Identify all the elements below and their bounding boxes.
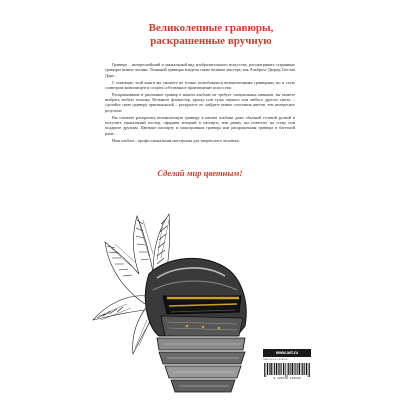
- slogan: Сделай мир цветным!: [157, 168, 243, 178]
- paragraph-2: С помощью этой книги вы сможете не только полюбоваться великолепными гравюрами, но и стать соавтором живописцев и создать собственное произведение искусства.: [105, 79, 295, 90]
- helmet-engraving-illustration: [87, 186, 257, 396]
- headline-line-1: Великолепные гравюры,: [148, 22, 274, 34]
- book-back-cover: [75, 0, 325, 400]
- paragraph-4: Вы сможете раскрасить великолепную гравюру в нашем альбоме даже обычной гелевой ручкой и получить уникальный постер, оформив который в паспарту или рамку, вы повесите на стену или подарите друзьям. Цветные паспарту и монохромная гравюра или раскрашенная гравюра в багетной раме...: [105, 114, 295, 136]
- headline: [121, 22, 301, 48]
- publisher-website: www.ast.ru: [263, 349, 311, 357]
- paragraph-3: Раскрашивание и рисование гравюр в нашем альбоме не требует специальных навыков, вы можете выбрать любую технику. Возьмите фломастер, краску или тушь черного или любого другого цвета, – сделайте свою гравюру оригинальной – раскрасьте ее, найдите новые сочетания цветов, тем интереснее результат.: [105, 91, 295, 113]
- paragraph-5: Наш альбом – профессиональная мастерская для творческого человека.: [112, 137, 240, 143]
- headline-line-2: раскрашенные вручную: [150, 35, 272, 47]
- paragraph-1: Гравюра – интереснейший и уникальный вид изобразительного искусства, рассматривать старинные гравюры можно часами. Техникой гравюры владели такие великие мастера, как Альбрехт Дюрер, Гюстав Доре...: [105, 62, 295, 78]
- description-text: [105, 62, 295, 145]
- barcode: [263, 363, 311, 377]
- isbn-text: ISBN 978-5-17-097653-8: [263, 359, 288, 361]
- gorget-plates: [157, 338, 245, 392]
- barcode-number: 9 785170 976538: [273, 377, 301, 380]
- helmet: [145, 258, 246, 336]
